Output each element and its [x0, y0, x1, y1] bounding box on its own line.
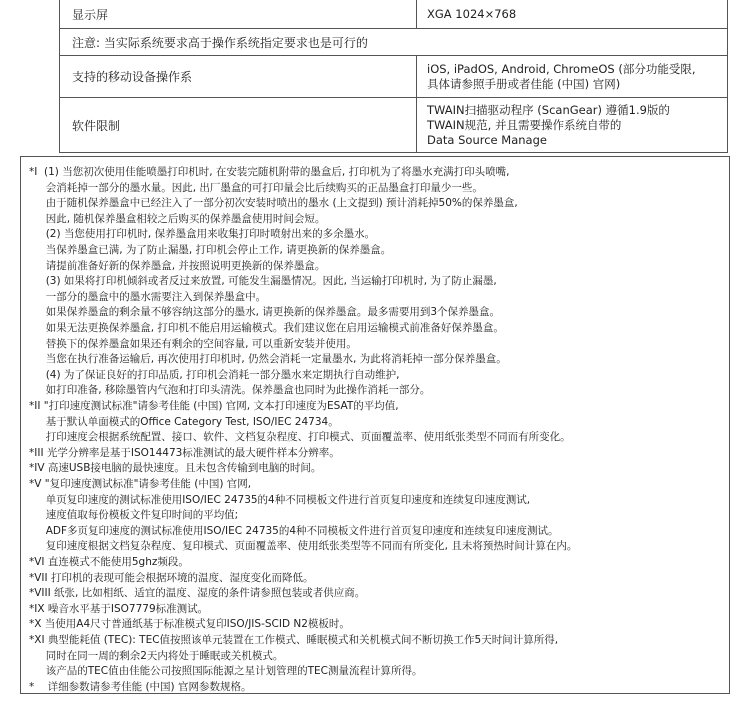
footnote-line: (4) 为了保证良好的打印品质, 打印机会消耗一部分墨水来定期执行自动维护, — [29, 368, 400, 381]
spec-label: 支持的移动设备操作系 — [60, 56, 417, 97]
spec-row-display — [59, 0, 728, 29]
spec-value — [417, 98, 727, 152]
footnote-line: 替换下的保养墨盒如果还有剩余的空间容量, 可以重新安装并使用。 — [29, 337, 357, 350]
footnote-line: 单页复印速度的测试标准使用ISO/IEC 24735的4种不同模板文件进行首页复印速度和连续复印速度测试, — [29, 493, 531, 506]
footnote-line: 请提前准备好新的保养墨盒, 并按照说明更换新的保养墨盒。 — [29, 259, 326, 272]
footnote-line: *X 当使用A4尺寸普通纸基于标准模式复印ISO/JIS-SCID N2模板时。 — [29, 618, 350, 631]
footnote-line: 打印速度会根据系统配置、接口、软件、文档复杂程度、打印模式、页面覆盖率、使用纸张类型不同而有所变化。 — [29, 431, 571, 444]
spec-value — [417, 56, 727, 97]
footnote-line: 如果无法更换保养墨盒, 打印机不能启用运输模式。我们建议您在启用运输模式前准备好保养墨盒。 — [29, 322, 504, 334]
spec-value-line: TWAIN规范, 并且需要操作系统自带的 — [427, 117, 622, 132]
footnote-line: 该产品的TEC值由佳能公司按照国际能源之星计划管理的TEC测量流程计算所得。 — [29, 665, 423, 678]
footnote-line: 基于默认单面模式的Office Category Test, ISO/IEC 24734。 — [29, 415, 339, 428]
footnote-line: *II "打印速度测试标准"请参考佳能 (中国) 官网, 文本打印速度为ESAT的平均值, — [29, 400, 399, 412]
footnote-line: 速度值取每份模板文件复印时间的平均值; — [29, 509, 239, 522]
footnote-line: *VII 打印机的表现可能会根据环境的温度、湿度变化而降低。 — [29, 571, 314, 584]
footnote-line: 复印速度根据文档复杂程度、复印模式、页面覆盖率、使用纸张类型等不同而有所变化, 且未将预热时间计算在内。 — [29, 540, 578, 553]
spec-note: 注意: 当实际系统要求高于操作系统指定要求也是可行的 — [72, 35, 368, 50]
spec-value-line: Data Source Manage — [427, 132, 547, 147]
footnote-line: 因此, 随机保养墨盒相较之后购买的保养墨盒使用时间会短。 — [29, 212, 326, 225]
footnote-line: *III 光学分辨率是基于ISO14473标准测试的最大硬件样本分辨率。 — [29, 446, 340, 459]
spec-row-note — [59, 29, 728, 56]
footnote-line: 同时在同一周的剩余2天内将处于睡眠或关机模式。 — [29, 649, 284, 662]
spec-label: 显示屏 — [60, 0, 417, 28]
footnote-line: *IV 高速USB接电脑的最快速度。且未包含传输到电脑的时间。 — [29, 462, 322, 475]
spec-row-mobile-os — [59, 56, 728, 98]
spec-label: 软件限制 — [60, 98, 417, 152]
footnote-line: 当保养墨盒已满, 为了防止漏墨, 打印机会停止工作, 请更换新的保养墨盒。 — [29, 244, 392, 256]
footnote-line: *VIII 纸张, 比如相纸、适宜的温度、湿度的条件请参照包装或者供应商。 — [29, 587, 366, 600]
spec-row-software — [59, 98, 728, 153]
footnotes-box — [20, 156, 730, 694]
footnote-line: ADF多页复印速度的测试标准使用ISO/IEC 24735的4种不同模板文件进行首页复印速度和连续复印速度测试。 — [29, 524, 559, 537]
footnote-line: * 详细参数请参考佳能 (中国) 官网参数规格。 — [29, 680, 252, 693]
spec-value-line: 具体请参照手册或者佳能 (中国) 官网) — [427, 76, 621, 91]
footnote-line: 会消耗掉一部分的墨水量。因此, 出厂墨盒的可打印量会比后续购买的正品墨盒打印量少一些。 — [29, 181, 483, 194]
footnote-line: (2) 当您使用打印机时, 保养墨盒用来收集打印时喷射出来的多余墨水。 — [29, 228, 376, 241]
footnote-line: 由于随机保养墨盒中已经注入了一部分初次安装时喷出的墨水 (上文提到) 预计消耗掉50%的保养墨盒, — [29, 197, 518, 210]
footnote-line: 当您在执行准备运输后, 再次使用打印机时, 仍然会消耗一定量墨水, 为此将消耗掉一部分保养墨盒。 — [29, 353, 507, 366]
footnote-line: *VI 直连模式不能使用5ghz频段。 — [29, 556, 189, 568]
footnote-line: *IX 噪音水平基于ISO7779标准测试。 — [29, 602, 209, 615]
spec-value: XGA 1024×768 — [427, 6, 517, 21]
footnote-line: *V "复印速度测试标准"请参考佳能 (中国) 官网, — [29, 478, 252, 490]
spec-value-line: iOS, iPadOS, Android, ChromeOS (部分功能受限, — [427, 61, 696, 76]
footnote-line: 一部分的墨盒中的墨水需要注入到保养墨盒中。 — [29, 290, 267, 303]
spec-table — [59, 0, 730, 153]
footnote-line: *XI 典型能耗值 (TEC): TEC值按照该单元装置在工作模式、睡眠模式和关机模式间不断切换工作5天时间计算所得, — [29, 634, 559, 646]
footnote-line: 如打印准备, 移除墨管内气泡和打印头清洗。保养墨盒也同时为此操作消耗一部分。 — [29, 384, 431, 397]
spec-value-line: TWAIN扫描驱动程序 (ScanGear) 遵循1.9版的 — [427, 102, 670, 117]
footnote-line: 如果保养墨盒的剩余量不够容纳这部分的墨水, 请更换新的保养墨盒。最多需要用到3个保养墨盒。 — [29, 306, 501, 319]
footnote-line: *I (1) 当您初次使用佳能喷墨打印机时, 在安装完随机附带的墨盒后, 打印机为了将墨水充满打印头喷嘴, — [29, 166, 510, 178]
footnote-line: (3) 如果将打印机倾斜或者反过来放置, 可能发生漏墨情况。因此, 当运输打印机时, 为了防止漏墨, — [29, 275, 497, 288]
